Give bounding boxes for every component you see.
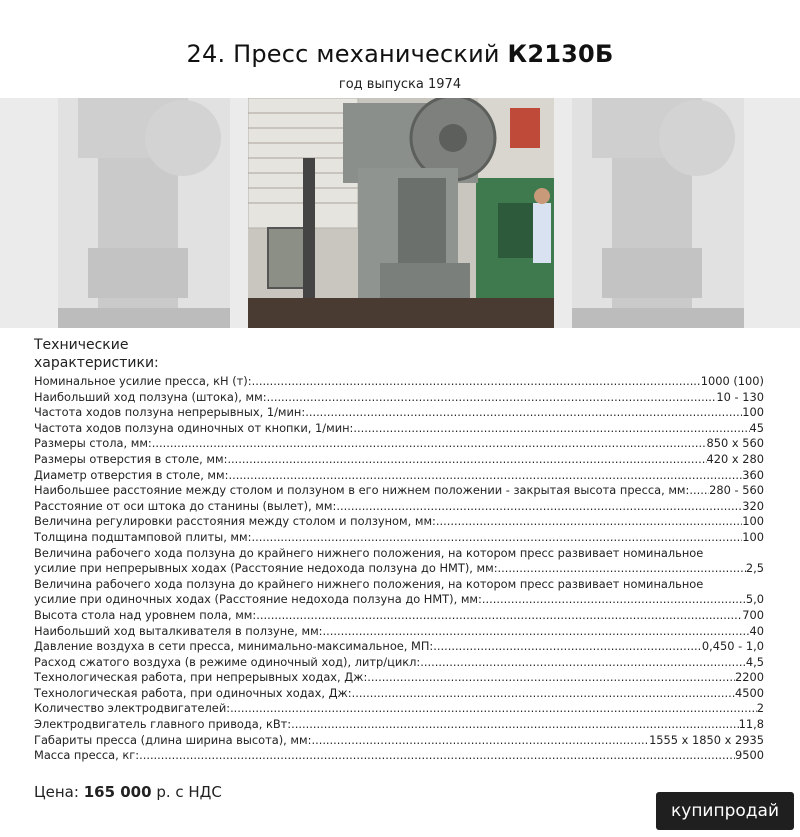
- leader-dots: [267, 390, 717, 406]
- spec-value: 11,8: [738, 717, 764, 732]
- spec-row: [34, 686, 764, 702]
- photo-right-faded: [572, 98, 744, 328]
- leader-dots: [256, 608, 742, 624]
- spec-row: [34, 452, 764, 468]
- press-photo: [248, 98, 554, 328]
- spec-value: 1000 (100): [700, 374, 764, 388]
- spec-label: Масса пресса, кг:: [34, 748, 140, 763]
- spec-row: [34, 483, 764, 499]
- spec-value: 40: [749, 623, 764, 638]
- spec-value: 9500: [735, 748, 764, 763]
- photo-left-faded: [58, 98, 230, 328]
- spec-row: [34, 655, 764, 671]
- spec-value: 2,5: [745, 561, 764, 576]
- leader-dots: [353, 421, 749, 437]
- spec-value: 100: [742, 514, 764, 529]
- title-prefix: 24. Пресс механический: [186, 40, 508, 68]
- spec-row: [34, 733, 764, 749]
- spec-row: [34, 374, 764, 390]
- spec-row: [34, 701, 764, 717]
- page-title: [0, 40, 800, 68]
- leader-dots: [251, 530, 742, 546]
- spec-line2: [34, 561, 764, 577]
- spec-row: [34, 530, 764, 546]
- spec-label: Технологическая работа, при непрерывных ходах, Дж:: [34, 670, 368, 685]
- spec-label-cont: усилие при одиночных ходах (Расстояние недохода ползуна до НМТ), мм:: [34, 592, 482, 607]
- spec-label: Наибольший ход выталкивателя в ползуне, мм:: [34, 623, 323, 638]
- spec-value: 5,0: [745, 592, 764, 607]
- spec-value: 45: [749, 420, 764, 435]
- price-suffix: р. с НДС: [151, 783, 222, 801]
- spec-row: [34, 748, 764, 764]
- spec-value: 100: [742, 529, 764, 544]
- spec-row: [34, 639, 764, 655]
- price-prefix: Цена:: [34, 783, 84, 801]
- spec-label: Диаметр отверстия в столе, мм:: [34, 467, 229, 482]
- price-amount: 165 000: [83, 783, 152, 801]
- spec-row: [34, 499, 764, 515]
- spec-row: [34, 405, 764, 421]
- spec-row: [34, 546, 764, 577]
- leader-dots: [252, 374, 701, 390]
- spec-line2: [34, 592, 764, 608]
- leader-dots: [352, 686, 735, 702]
- spec-label: Давление воздуха в сети пресса, минимально-максимальное, МП:: [34, 639, 434, 654]
- leader-dots: [230, 701, 757, 717]
- spec-row: [34, 608, 764, 624]
- spec-row: [34, 670, 764, 686]
- spec-label: Расход сжатого воздуха (в режиме одиночный ход), литр/цикл:: [34, 654, 421, 669]
- spec-label: Частота ходов ползуна одиночных от кнопки, 1/мин:: [34, 420, 354, 435]
- leader-dots: [420, 655, 746, 671]
- leader-dots: [139, 748, 735, 764]
- spec-label: Величина регулировки расстояния между столом и ползуном, мм:: [34, 514, 436, 529]
- spec-label: Расстояние от оси штока до станины (вылет), мм:: [34, 498, 337, 513]
- spec-value: 320: [742, 498, 764, 513]
- site-logo-badge[interactable]: купипродай: [656, 792, 794, 830]
- spec-value: 4,5: [745, 654, 764, 669]
- specs-heading: Технические характеристики:: [34, 337, 159, 371]
- leader-dots: [311, 733, 649, 749]
- leader-dots: [305, 405, 742, 421]
- leader-dots: [336, 499, 742, 515]
- spec-label-cont: усилие при непрерывных ходах (Расстояние недохода ползуна до НМТ), мм:: [34, 561, 498, 576]
- spec-label: Толщина подштамповой плиты, мм:: [34, 529, 252, 544]
- spec-label: Габариты пресса (длина ширина высота), мм:: [34, 732, 312, 747]
- spec-row: [34, 436, 764, 452]
- spec-row: [34, 468, 764, 484]
- spec-value: 280 - 560: [709, 483, 764, 498]
- spec-value: 10 - 130: [716, 389, 764, 404]
- spec-label: Величина рабочего хода ползуна до крайнего нижнего положения, на котором пресс развивает номинальное: [34, 545, 704, 560]
- leader-dots: [291, 717, 738, 733]
- leader-dots: [228, 468, 742, 484]
- spec-value: 700: [742, 607, 764, 622]
- spec-label: Наибольший ход ползуна (штока), мм:: [34, 389, 267, 404]
- spec-row: [34, 717, 764, 733]
- spec-value: 1555 х 1850 х 2935: [649, 732, 764, 747]
- leader-dots: [436, 514, 742, 530]
- leader-dots: [689, 483, 709, 499]
- spec-value: 4500: [735, 685, 764, 700]
- spec-label: Номинальное усилие пресса, кН (т):: [34, 374, 252, 388]
- title-model: К2130Б: [507, 40, 614, 68]
- spec-label: Размеры отверстия в столе, мм:: [34, 451, 228, 466]
- spec-row: [34, 577, 764, 608]
- spec-label: Размеры стола, мм:: [34, 436, 152, 451]
- spec-value: 850 х 560: [706, 436, 764, 451]
- spec-value: 420 х 280: [706, 451, 764, 466]
- leader-dots: [433, 639, 702, 655]
- leader-dots: [227, 452, 706, 468]
- leader-dots: [323, 624, 750, 640]
- spec-label: Наибольшее расстояние между столом и ползуном в его нижнем положении - закрытая высота пресса, мм:: [34, 483, 690, 498]
- spec-value: 100: [742, 405, 764, 420]
- spec-value: 2: [756, 701, 764, 716]
- year-label: год выпуска 1974: [338, 77, 462, 92]
- spec-label: Частота ходов ползуна непрерывных, 1/мин:: [34, 405, 306, 420]
- spec-label: Технологическая работа, при одиночных ходах, Дж:: [34, 685, 352, 700]
- leader-dots: [152, 436, 707, 452]
- spec-label: Количество электродвигателей:: [34, 701, 231, 716]
- spec-value: 0,450 - 1,0: [701, 639, 764, 654]
- leader-dots: [498, 561, 746, 577]
- spec-label: Величина рабочего хода ползуна до крайнего нижнего положения, на котором пресс развивает номинальное: [34, 576, 704, 591]
- spec-label: Высота стола над уровнем пола, мм:: [34, 607, 257, 622]
- leader-dots: [367, 670, 735, 686]
- leader-dots: [482, 592, 746, 608]
- spec-value: 360: [742, 467, 764, 482]
- spec-row: [34, 624, 764, 640]
- spec-row: [34, 514, 764, 530]
- spec-row: [34, 421, 764, 437]
- spec-row: [34, 390, 764, 406]
- spec-label: Электродвигатель главного привода, кВт:: [34, 717, 292, 732]
- specs-list: [34, 374, 764, 764]
- price: [34, 783, 222, 801]
- spec-value: 2200: [735, 670, 764, 685]
